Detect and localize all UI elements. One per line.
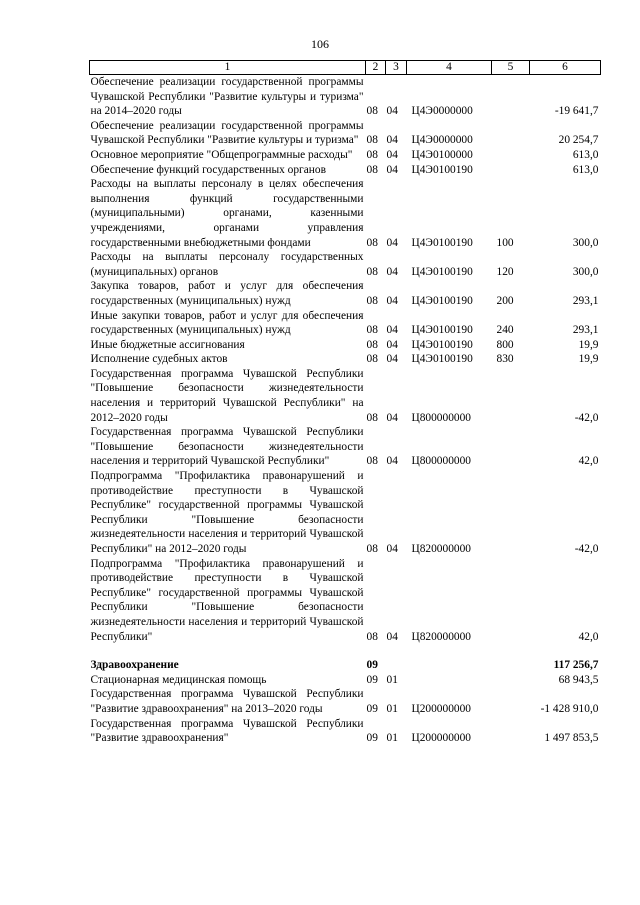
row-amount: -42,0 <box>574 411 599 424</box>
row-subsection: 04 <box>386 105 398 118</box>
row-description: Закупка товаров, работ и услуг для обеспечения государственных (муниципальных) нужд <box>90 280 364 307</box>
table-row <box>90 367 601 425</box>
row-description: Расходы на выплаты персоналу в целях обеспечения выполнения функций государственными (муниципальными) органами, казенными учреждениями, органами управления государственными внебюджетными фондами <box>90 178 364 249</box>
row-section: 09 <box>366 673 378 686</box>
row-expense-type: 240 <box>496 324 514 337</box>
row-subsection: 04 <box>386 543 398 555</box>
row-target-code: Ц4Э0100190 <box>411 324 473 337</box>
row-expense-type <box>492 119 530 148</box>
row-section: 08 <box>366 630 378 643</box>
spacer-cell <box>90 644 601 658</box>
row-section: 08 <box>366 163 378 176</box>
row-amount: 300,0 <box>572 236 599 249</box>
row-section: 08 <box>366 338 378 351</box>
row-target-code: Ц800000000 <box>411 411 471 424</box>
row-expense-type <box>492 367 530 425</box>
table-body <box>90 75 601 746</box>
row-amount: 42,0 <box>578 630 599 643</box>
row-subsection: 04 <box>386 294 398 307</box>
row-amount: 68 943,5 <box>558 673 599 686</box>
row-section: 08 <box>366 236 378 249</box>
row-subsection: 01 <box>386 673 398 686</box>
row-expense-type: 830 <box>496 353 514 366</box>
row-subsection: 04 <box>386 455 398 468</box>
header-col-2: 2 <box>366 61 386 75</box>
table-row <box>90 658 601 673</box>
row-subsection: 04 <box>386 148 398 161</box>
page-number: 106 <box>311 37 329 51</box>
header-col-5: 5 <box>492 61 530 75</box>
row-section: 09 <box>366 659 378 672</box>
row-subsection: 04 <box>386 236 398 249</box>
row-target-code: Ц820000000 <box>411 543 471 555</box>
table-row <box>90 469 601 557</box>
row-target-code: Ц4Э0000000 <box>411 105 473 118</box>
table-row <box>90 119 601 148</box>
row-subsection: 04 <box>386 353 398 366</box>
row-expense-type <box>492 469 530 557</box>
row-target-code: Ц4Э0100190 <box>411 163 473 176</box>
row-description: Обеспечение функций государственных органов <box>90 163 326 176</box>
row-subsection: 04 <box>386 411 398 424</box>
row-target-code: Ц4Э0100190 <box>411 265 473 278</box>
row-subsection: 04 <box>386 630 398 643</box>
row-subsection: 04 <box>386 338 398 351</box>
row-section: 08 <box>366 294 378 307</box>
table-row <box>90 309 601 338</box>
row-amount: 42,0 <box>578 455 599 468</box>
row-target-code: Ц4Э0100000 <box>411 148 473 161</box>
row-subsection: 01 <box>386 732 398 745</box>
table-row <box>90 673 601 688</box>
row-amount: -1 428 910,0 <box>540 702 599 715</box>
row-amount: 613,0 <box>572 163 599 176</box>
row-section: 08 <box>366 324 378 337</box>
row-expense-type: 800 <box>496 338 514 351</box>
spacer-row <box>90 644 601 658</box>
row-section: 08 <box>366 543 378 555</box>
row-target-code <box>407 673 492 688</box>
row-description: Расходы на выплаты персоналу государственных (муниципальных) органов <box>90 251 364 278</box>
row-section: 09 <box>366 702 378 715</box>
table-row <box>90 557 601 645</box>
row-description: Обеспечение реализации государственной программы Чувашской Республики "Развитие культуры и туризма" на 2014–2020 годы <box>90 76 364 118</box>
header-row <box>90 61 601 75</box>
header-col-3: 3 <box>386 61 407 75</box>
row-amount: 117 256,7 <box>553 659 599 672</box>
row-amount: -42,0 <box>574 543 599 555</box>
budget-table <box>89 60 601 746</box>
row-description: Обеспечение реализации государственной программы Чувашской Республики "Развитие культуры и туризма" <box>90 119 364 147</box>
row-section: 08 <box>366 265 378 278</box>
table-row <box>90 352 601 367</box>
row-description: Здравоохранение <box>90 659 179 672</box>
row-description: Стационарная медицинская помощь <box>90 673 267 686</box>
row-description: Подпрограмма "Профилактика правонарушений и противодействие преступности в Чувашской Республике" государственной программы Чувашской Республики "Повышение безопасности жизнедеятельности населения и территорий Чувашской Республики" на 2012–2020 годы <box>90 470 364 555</box>
header-col-4: 4 <box>407 61 492 75</box>
row-amount: 19,9 <box>578 353 599 366</box>
row-subsection: 01 <box>386 702 398 715</box>
row-description: Государственная программа Чувашской Республики "Повышение безопасности жизнедеятельности населения и территорий Чувашской Республики" на 2012–2020 годы <box>90 367 364 424</box>
row-target-code: Ц4Э0100190 <box>411 236 473 249</box>
row-target-code: Ц200000000 <box>411 732 471 745</box>
row-target-code <box>407 658 492 673</box>
row-description: Иные закупки товаров, работ и услуг для обеспечения государственных (муниципальных) нужд <box>90 309 364 337</box>
row-expense-type <box>492 557 530 645</box>
row-section: 08 <box>366 353 378 366</box>
row-description: Государственная программа Чувашской Республики "Развитие здравоохранения" <box>90 717 364 745</box>
table-row <box>90 279 601 308</box>
row-description: Основное мероприятие "Общепрограммные расходы" <box>90 148 353 161</box>
row-expense-type <box>492 425 530 469</box>
row-expense-type <box>492 673 530 688</box>
row-subsection <box>386 658 407 673</box>
row-target-code: Ц4Э0100190 <box>411 353 473 366</box>
table-row <box>90 177 601 250</box>
table-row <box>90 148 601 163</box>
row-description: Исполнение судебных актов <box>90 353 228 366</box>
row-subsection: 04 <box>386 134 398 147</box>
row-subsection: 04 <box>386 324 398 337</box>
row-expense-type: 100 <box>496 236 514 249</box>
row-amount: 300,0 <box>572 265 599 278</box>
table-row <box>90 687 601 716</box>
row-amount: 293,1 <box>572 294 599 307</box>
row-target-code: Ц800000000 <box>411 455 471 468</box>
row-target-code: Ц820000000 <box>411 630 471 643</box>
row-target-code: Ц4Э0000000 <box>411 134 473 147</box>
row-subsection: 04 <box>386 163 398 176</box>
row-section: 08 <box>366 134 378 147</box>
row-section: 08 <box>366 105 378 118</box>
table-row <box>90 163 601 178</box>
row-amount: 1 497 853,5 <box>544 732 599 745</box>
row-target-code: Ц4Э0100190 <box>411 294 473 307</box>
row-amount: -19 641,7 <box>554 105 599 118</box>
row-expense-type <box>492 717 530 746</box>
header-col-1: 1 <box>90 61 366 75</box>
row-amount: 613,0 <box>572 148 599 161</box>
row-expense-type <box>492 163 530 178</box>
table-row <box>90 717 601 746</box>
row-amount: 19,9 <box>578 338 599 351</box>
row-subsection: 04 <box>386 265 398 278</box>
table-row <box>90 75 601 119</box>
header-col-6: 6 <box>530 61 601 75</box>
row-description: Иные бюджетные ассигнования <box>90 338 245 351</box>
row-expense-type <box>492 148 530 163</box>
row-amount: 293,1 <box>572 324 599 337</box>
row-section: 08 <box>366 411 378 424</box>
row-target-code: Ц200000000 <box>411 702 471 715</box>
row-target-code: Ц4Э0100190 <box>411 338 473 351</box>
row-expense-type <box>492 75 530 119</box>
row-description: Государственная программа Чувашской Республики "Повышение безопасности жизнедеятельности населения и территорий Чувашской Республики" <box>90 426 364 468</box>
row-expense-type: 120 <box>496 265 514 278</box>
row-expense-type: 200 <box>496 294 514 307</box>
row-description: Государственная программа Чувашской Республики "Развитие здравоохранения" на 2013–2020 годы <box>90 688 364 715</box>
row-section: 08 <box>366 148 378 161</box>
row-description: Подпрограмма "Профилактика правонарушений и противодействие преступности в Чувашской Республике" государственной программы Чувашской Республики "Повышение безопасности жизнедеятельности населения и территорий Чувашской Республики" <box>90 557 364 643</box>
row-section: 08 <box>366 455 378 468</box>
table-row <box>90 425 601 469</box>
table-row <box>90 250 601 279</box>
table-row <box>90 338 601 353</box>
row-amount: 20 254,7 <box>558 134 599 147</box>
row-expense-type <box>492 658 530 673</box>
row-section: 09 <box>366 732 378 745</box>
row-expense-type <box>492 687 530 716</box>
